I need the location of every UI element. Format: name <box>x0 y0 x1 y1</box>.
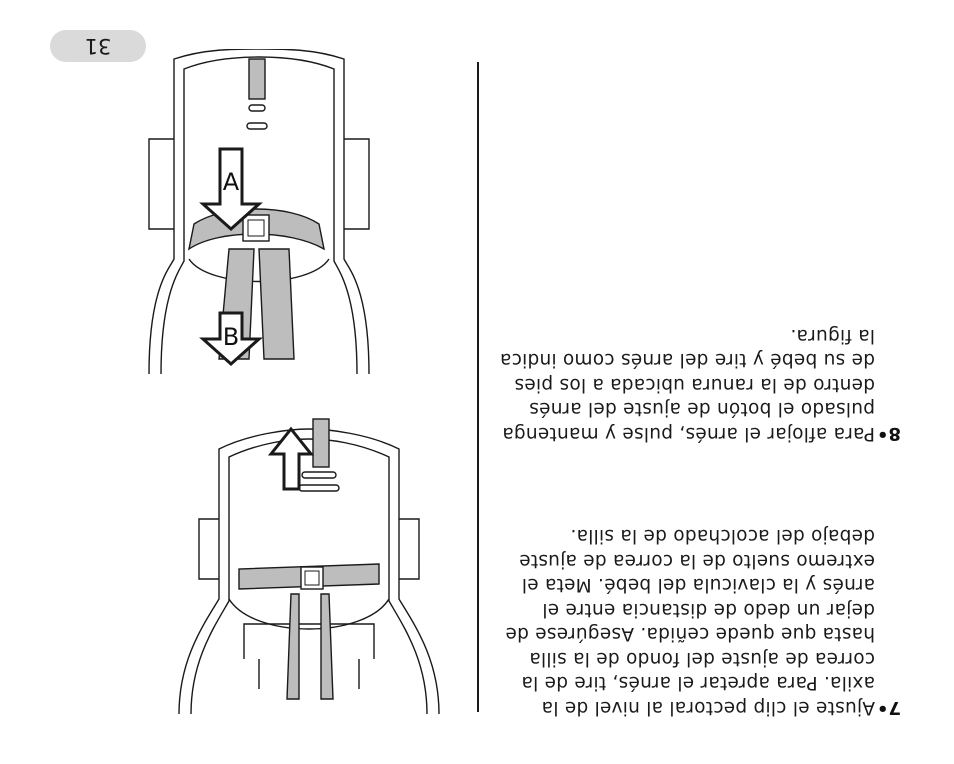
arrow-label-a: A <box>222 168 240 196</box>
instruction-list <box>497 295 901 720</box>
step-number: 7• <box>876 697 901 718</box>
step-text: Para aflojar el arnés, pulse y mantenga pulsado el botón de ajuste del arnés dentro de la ranura ubicada a los pies de su bebé y tire del arnés como indica la figura. <box>499 325 875 444</box>
step-8 <box>497 323 901 446</box>
step-number: 8• <box>876 423 901 444</box>
step-7 <box>497 523 901 719</box>
harness-tighten-illustration <box>159 414 459 719</box>
harness-loosen-illustration <box>119 49 459 379</box>
arrow-label-b: B <box>222 323 240 351</box>
page-number: 31 <box>84 34 112 58</box>
step-text: Ajuste el clip pectoral al nivel de la axila. Para apretar el arnés, tire de la correa de ajuste del fondo de la silla hasta que quede ceñida. Asegúrese de dejar un dedo de distancia entre el arnés y la clavicula del bebé. Meta el extremo suelto de la correa de ajuste debajo del acolchado de la silla. <box>505 525 875 718</box>
column-divider <box>477 62 479 712</box>
